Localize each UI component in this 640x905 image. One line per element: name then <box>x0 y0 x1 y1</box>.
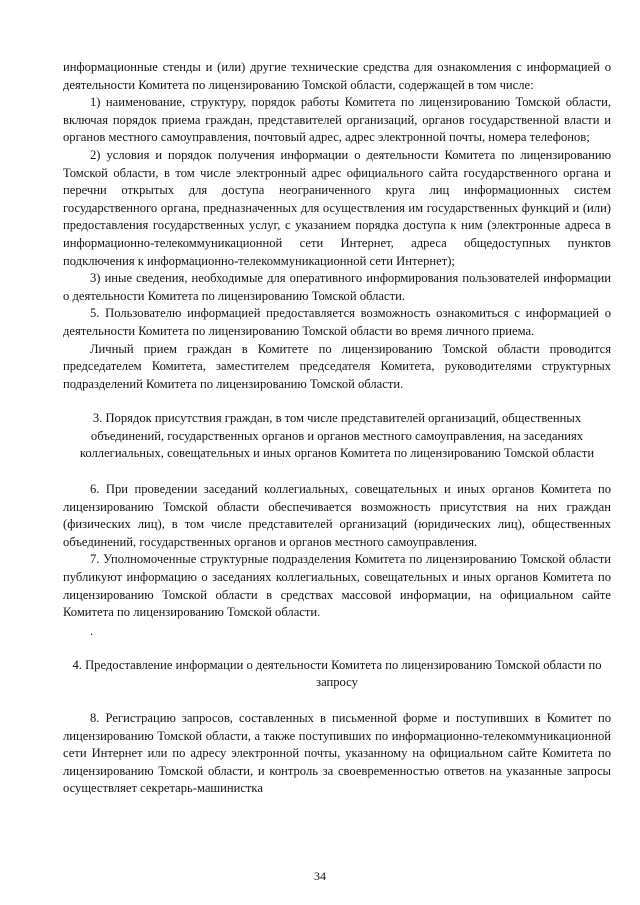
paragraph-continuation: информационные стенды и (или) другие технические средства для ознакомления с информацией о деятельности Комитета по лицензированию Томской области, содержащей в том числе: <box>63 60 611 92</box>
page-number: 34 <box>314 869 326 883</box>
paragraph-8: 8. Регистрацию запросов, составленных в письменной форме и поступивших в Комитет по лицензированию Томской области, а также поступивших по информационно-телекоммуникационной сети Интернет или по адресу электронной почты, указанному на официальном сайте Комитета по лицензированию Томской области, и контроль за своевременностью ответов на указанные запросы осуществляет секретарь-машинистка <box>63 711 611 796</box>
section-spacer <box>63 393 611 410</box>
section-heading-4: 4. Предоставление информации о деятельности Комитета по лицензированию Томской области по запросу <box>72 657 602 690</box>
paragraph-6: 6. При проведении заседаний коллегиальных, совещательных и иных органов Комитета по лицензированию Томской области обеспечивается возможность присутствия на них граждан (физических лиц), в том числе представителей организаций (юридических лиц), общественных объединений, государственных органов и органов местного самоуправления. <box>63 482 611 549</box>
stray-mark: . <box>90 623 94 638</box>
list-item-1: 1) наименование, структуру, порядок работы Комитета по лицензированию Томской области, включая порядок приема граждан, представителей организаций, органов государственной власти и органов местного самоуправления, почтовый адрес, адрес электронной почты, номера телефонов; <box>63 95 611 145</box>
section-heading-3: 3. Порядок присутствия граждан, в том числе представителей организаций, общественных объединений, государственных органов и органов местного самоуправления, на заседаниях коллегиальных, совещательных и иных органов Комитета по лицензированию Томской области <box>79 411 595 461</box>
section-spacer <box>63 463 611 481</box>
paragraph-5: 5. Пользователю информацией предоставляется возможность ознакомиться с информацией о деятельности Комитета по лицензированию Томской области во время личного приема. <box>63 306 611 338</box>
section-spacer <box>63 692 611 710</box>
list-item-2: 2) условия и порядок получения информации о деятельности Комитета по лицензированию Томской области, в том числе электронный адрес официального сайта государственного органа и перечни открытых для доступа неограниченного круга лиц информационных систем государственного органа, предназначенных для осуществления им государственных функций и (или) предоставления государственных услуг, с указанием порядка доступа к ним (электронные адреса в информационно-телекоммуникационной сети Интернет, адреса общедоступных пунктов подключения к информационно-телекоммуникационной сети Интернет); <box>63 147 611 268</box>
list-item-3: 3) иные сведения, необходимые для оперативного информирования пользователей информации о деятельности Комитета по лицензированию Томской области. <box>63 271 611 303</box>
page-content <box>63 59 611 798</box>
paragraph-personal-reception: Личный прием граждан в Комитете по лицензированию Томской области проводится председателем Комитета, заместителем председателя Комитета, руководителями структурных подразделений Комитета по лицензированию Томской области. <box>63 341 611 391</box>
paragraph-7: 7. Уполномоченные структурные подразделения Комитета по лицензированию Томской области публикуют информацию о заседаниях коллегиальных, совещательных и иных органов Комитета по лицензированию Томской области в средствах массовой информации, на официальном сайте Комитета по лицензированию Томской области. <box>63 552 611 620</box>
section-spacer <box>63 640 611 657</box>
